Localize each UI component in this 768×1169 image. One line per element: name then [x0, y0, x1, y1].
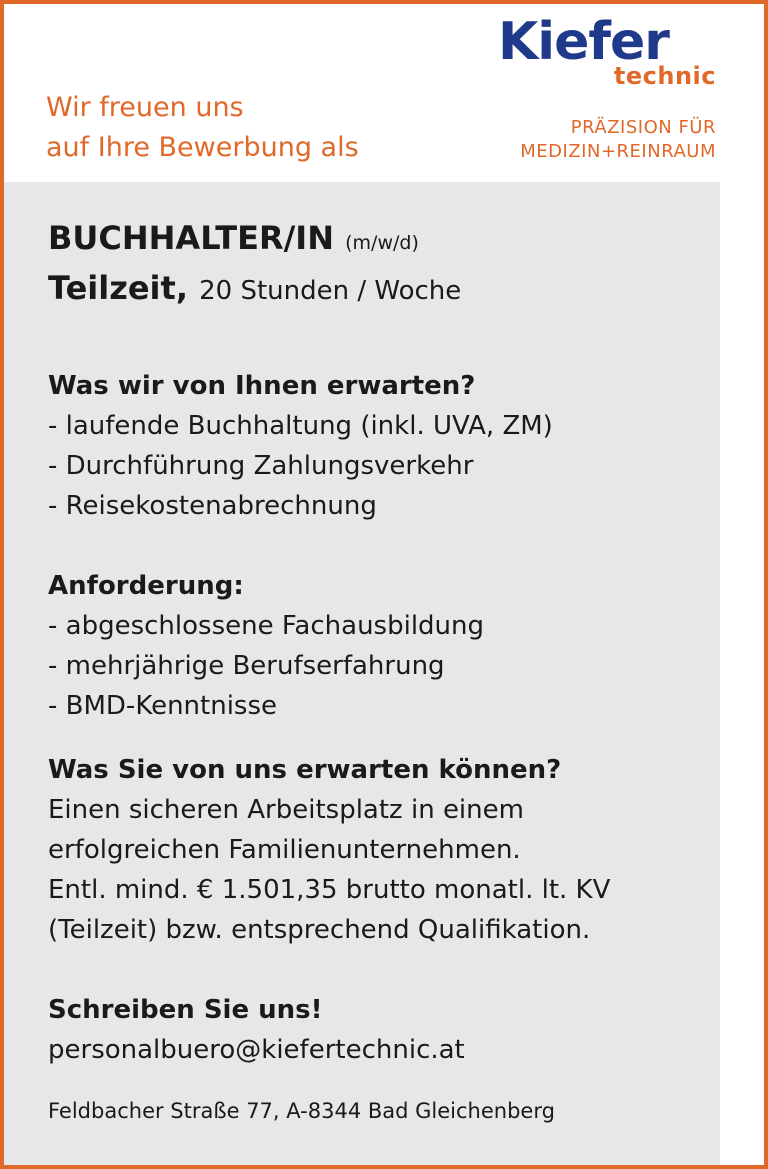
job-hours: 20 Stunden / Woche: [199, 276, 462, 306]
job-type: [48, 266, 461, 313]
expect-section: [48, 366, 553, 526]
expect-heading: Was wir von Ihnen erwarten?: [48, 371, 476, 401]
tagline: [520, 116, 716, 164]
list-item: - Reisekostenabrechnung: [48, 491, 377, 521]
requirements-section: [48, 566, 484, 726]
tagline-line-1: PRÄZISION FÜR: [570, 117, 716, 138]
list-item: - Durchführung Zahlungsverkehr: [48, 451, 474, 481]
list-item: - abgeschlossene Fachausbildung: [48, 611, 485, 641]
company-logo: [498, 14, 724, 92]
company-address: Feldbacher Straße 77, A-8344 Bad Gleichenberg: [48, 1099, 555, 1123]
tagline-line-2: MEDIZIN+REINRAUM: [520, 141, 716, 162]
logo-wordmark: Kiefer: [498, 12, 669, 72]
intro-line-1: Wir freuen uns: [46, 92, 244, 123]
job-type-text: Teilzeit,: [48, 269, 188, 307]
expect-list: [48, 406, 553, 526]
offer-section: [48, 750, 610, 950]
offer-line: Einen sicheren Arbeitsplatz in einem: [48, 795, 524, 825]
list-item: - mehrjährige Berufserfahrung: [48, 651, 445, 681]
job-gender-tag: (m/w/d): [345, 232, 419, 254]
job-title: [48, 216, 419, 265]
list-item: - laufende Buchhaltung (inkl. UVA, ZM): [48, 411, 553, 441]
contact-email[interactable]: personalbuero@kiefertechnic.at: [48, 1035, 465, 1065]
intro-text: [46, 88, 359, 168]
list-item: - BMD-Kenntnisse: [48, 691, 278, 721]
contact-heading: Schreiben Sie uns!: [48, 995, 323, 1025]
requirements-list: [48, 606, 484, 726]
intro-line-2: auf Ihre Bewerbung als: [46, 132, 359, 163]
requirements-heading: Anforderung:: [48, 571, 244, 601]
offer-heading: Was Sie von uns erwarten können?: [48, 755, 562, 785]
contact-section: [48, 990, 465, 1070]
logo-subword: technic: [613, 62, 716, 90]
offer-line: (Teilzeit) bzw. entsprechend Qualifikation.: [48, 915, 591, 945]
offer-line: Entl. mind. € 1.501,35 brutto monatl. lt. KV: [48, 875, 611, 905]
offer-line: erfolgreichen Familienunternehmen.: [48, 835, 521, 865]
job-title-text: BUCHHALTER/IN: [48, 219, 334, 257]
